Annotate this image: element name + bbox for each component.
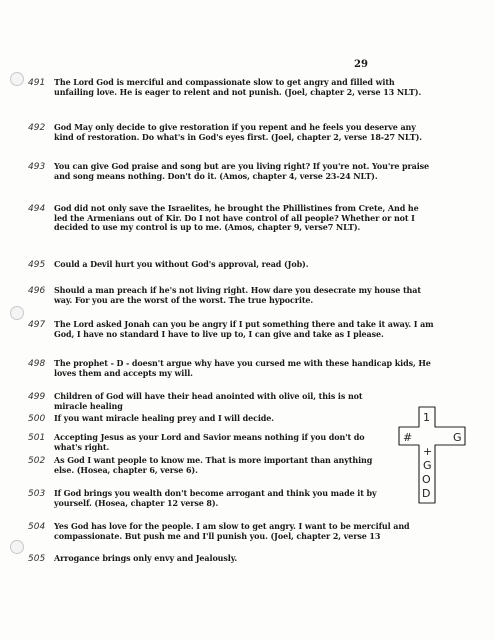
entry-text: If you want miracle healing prey and I will decide. xyxy=(54,413,274,423)
cross-label-right: G xyxy=(453,431,462,444)
entry-text: The Lord God is merciful and compassionate slow to get angry and filled with unfailing love. He is eager to relent and not punish. (Joel, chapter 2, verse 13 NLT). xyxy=(54,77,422,97)
entry-number: 491 xyxy=(28,78,46,88)
entry-number: 500 xyxy=(28,414,46,424)
entry-number: 495 xyxy=(28,260,46,270)
entry-text: God May only decide to give restoration if you repent and he feels you deserve any kind of restoration. Do what's in God's eyes first. (Joel, chapter 2, verse 18-27 NLT). xyxy=(54,122,422,142)
cross-vertical-letter: + xyxy=(423,445,433,458)
entry-number: 505 xyxy=(28,554,46,564)
entry-text: If God brings you wealth don't become arrogant and think you made it by yourself. (Hosea, chapter 12 verse 8). xyxy=(54,488,377,508)
entry-number: 496 xyxy=(28,286,46,296)
entry-text: The Lord asked Jonah can you be angry if I put something there and take it away. I am God, I have no standard I have to live up to, I can give and take as I please. xyxy=(54,319,434,339)
entry-text: God did not only save the Israelites, he brought the Phillistines from Crete, And he led the Armenians out of Kir. Do I not have control of all people? Whether or not I decided to use my control is up to me. (Amos, chapter 9, verse7 NLT). xyxy=(54,203,419,233)
cross-label-top: 1 xyxy=(423,411,430,424)
cross-vertical-letter: D xyxy=(422,487,431,500)
entry-number: 498 xyxy=(28,359,46,369)
entry-text: Could a Devil hurt you without God's approval, read (Job). xyxy=(54,259,309,269)
entry-number: 503 xyxy=(28,489,46,499)
entry-text: As God I want people to know me. That is more important than anything else. (Hosea, chapter 6, verse 6). xyxy=(54,455,373,475)
entry-text: The prophet - D - doesn't argue why have you cursed me with these handicap kids, He loves them and accepts my will. xyxy=(54,358,431,378)
binder-hole xyxy=(10,306,24,320)
entry-text: Arrogance brings only envy and Jealously. xyxy=(54,553,238,563)
entry-number: 501 xyxy=(28,433,46,443)
cross-vertical-letter: G xyxy=(423,459,432,472)
entry-number: 492 xyxy=(28,123,46,133)
binder-hole xyxy=(10,72,24,86)
entry-text: Accepting Jesus as your Lord and Savior means nothing if you don't do what's right. xyxy=(54,432,365,452)
entry-number: 493 xyxy=(28,162,46,172)
entry-number: 499 xyxy=(28,392,46,402)
entry-number: 502 xyxy=(28,456,46,466)
cross-vertical-letter: O xyxy=(422,473,431,486)
binder-hole xyxy=(10,540,24,554)
entry-number: 497 xyxy=(28,320,46,330)
entry-number: 504 xyxy=(28,522,46,532)
entry-text: Should a man preach if he's not living right. How dare you desecrate my house that way. For you are the worst of the worst. The true hypocrite. xyxy=(54,285,421,305)
entry-text: You can give God praise and song but are you living right? If you're not. You're praise and song means nothing. Don't do it. (Amos, chapter 4, verse 23-24 NLT). xyxy=(54,161,430,181)
hand-drawn-cross xyxy=(395,405,469,507)
entry-text: Yes God has love for the people. I am slow to get angry. I want to be merciful and compassionate. But push me and I'll punish you. (Joel, chapter 2, verse 13 xyxy=(54,521,410,541)
cross-label-left: # xyxy=(403,431,413,444)
entry-number: 494 xyxy=(28,204,46,214)
page-number: 29 xyxy=(354,59,368,70)
entry-text: Children of God will have their head anointed with olive oil, this is not miracle healing xyxy=(54,391,363,411)
